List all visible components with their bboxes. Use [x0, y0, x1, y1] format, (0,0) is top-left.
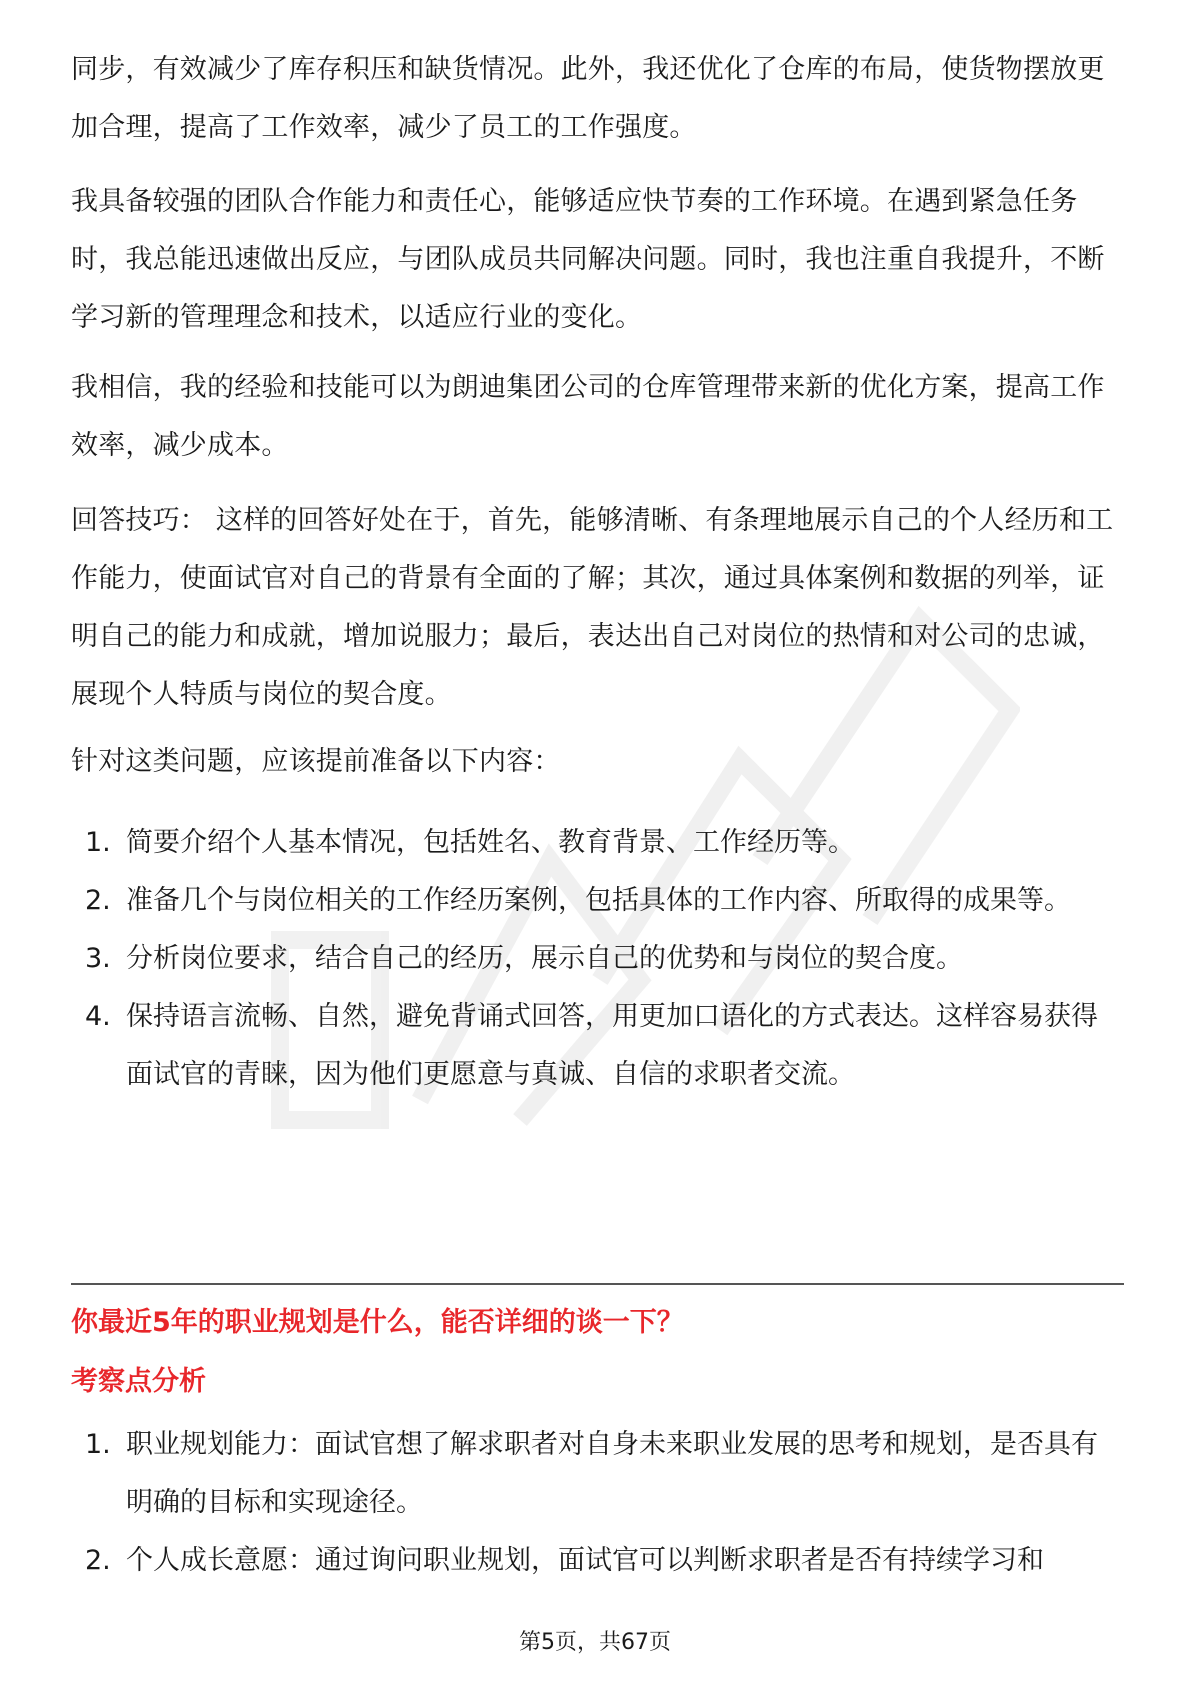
- list-number: 2.: [85, 1545, 111, 1576]
- list-number: 1.: [85, 827, 111, 858]
- list-item-text: 准备几个与岗位相关的工作经历案例，包括具体的工作内容、所取得的成果等。: [126, 885, 1071, 916]
- paragraph-answer-tips: 回答技巧： 这样的回答好处在于，首先，能够清晰、有条理地展示自己的个人经历和工作能力，使面试官对自己的背景有全面的了解；其次，通过具体案例和数据的列举，证明自己的能力和成就，增加说服力；最后，表达出自己对岗位的热情和对公司的忠诚，展现个人特质与岗位的契合度。: [71, 505, 1114, 710]
- paragraph-prep-intro: 针对这类问题，应该提前准备以下内容：: [71, 746, 561, 777]
- paragraph-teamwork: 我具备较强的团队合作能力和责任心，能够适应快节奏的工作环境。在遇到紧急任务时，我总能迅速做出反应，与团队成员共同解决问题。同时，我也注重自我提升，不断学习新的管理理念和技术，以适应行业的变化。: [71, 186, 1105, 333]
- list-item: [71, 814, 1121, 872]
- list-item: [71, 1532, 1121, 1590]
- analysis-list: [71, 1416, 1121, 1590]
- section-divider: [71, 1283, 1124, 1285]
- list-number: 4.: [85, 1001, 111, 1032]
- list-item: [71, 872, 1121, 930]
- paragraph-continuation: 同步，有效减少了库存积压和缺货情况。此外，我还优化了仓库的布局，使货物摆放更加合理，提高了工作效率，减少了员工的工作强度。: [71, 54, 1105, 143]
- page-number-footer: 第5页，共67页: [519, 1630, 671, 1655]
- list-item-text: 职业规划能力：面试官想了解求职者对自身未来职业发展的思考和规划，是否具有明确的目标和实现途径。: [126, 1429, 1098, 1518]
- list-item-text: 简要介绍个人基本情况，包括姓名、教育背景、工作经历等。: [126, 827, 855, 858]
- list-item: [71, 930, 1121, 988]
- list-item-text: 分析岗位要求，结合自己的经历，展示自己的优势和与岗位的契合度。: [126, 943, 963, 974]
- list-item-text: 保持语言流畅、自然，避免背诵式回答，用更加口语化的方式表达。这样容易获得面试官的青睐，因为他们更愿意与真诚、自信的求职者交流。: [126, 1001, 1098, 1090]
- list-item-text: 个人成长意愿：通过询问职业规划，面试官可以判断求职者是否有持续学习和: [126, 1545, 1044, 1576]
- prep-list: [71, 814, 1121, 1104]
- question-heading: 你最近5年的职业规划是什么，能否详细的谈一下？: [71, 1307, 684, 1338]
- list-number: 3.: [85, 943, 111, 974]
- list-item: [71, 1416, 1121, 1532]
- paragraph-belief: 我相信，我的经验和技能可以为朗迪集团公司的仓库管理带来新的优化方案，提高工作效率，减少成本。: [71, 372, 1105, 461]
- list-number: 2.: [85, 885, 111, 916]
- list-item: [71, 988, 1121, 1104]
- analysis-heading: 考察点分析: [71, 1366, 206, 1397]
- list-number: 1.: [85, 1429, 111, 1460]
